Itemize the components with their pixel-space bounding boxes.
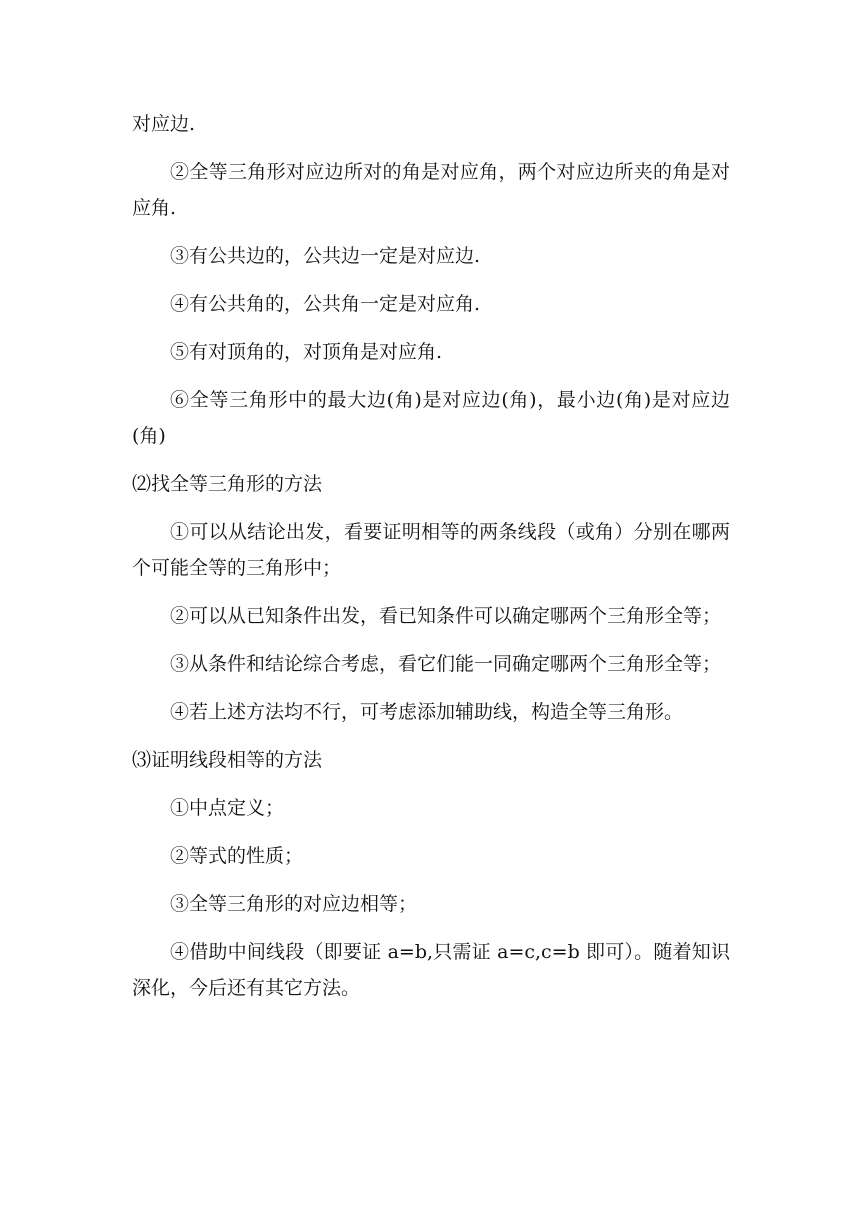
method-item-3: ③从条件和结论综合考虑，看它们能一同确定哪两个三角形全等； [170, 653, 722, 675]
proof-item-3: ③全等三角形的对应边相等； [170, 893, 418, 915]
section-heading-3: ⑶证明线段相等的方法 [132, 749, 323, 771]
paragraph-item-5: ⑤有对顶角的，对顶角是对应角. [170, 341, 443, 363]
paragraph-item-3: ③有公共边的，公共边一定是对应边. [170, 245, 481, 267]
proof-item-4: ④借助中间线段（即要证 a=b,只需证 a=c,c=b 即可）。随着知识深化，今后还有其它方法。 [132, 941, 730, 999]
proof-item-2: ②等式的性质； [170, 845, 304, 867]
paragraph-item-4: ④有公共角的，公共角一定是对应角. [170, 293, 481, 315]
paragraph-item-6: ⑥全等三角形中的最大边(角)是对应边(角)，最小边(角)是对应边(角) [132, 389, 730, 447]
document-body [132, 106, 730, 1018]
paragraph-item-2: ②全等三角形对应边所对的角是对应角，两个对应边所夹的角是对应角. [132, 161, 730, 219]
method-item-1: ①可以从结论出发，看要证明相等的两条线段（或角）分别在哪两个可能全等的三角形中； [132, 521, 730, 579]
method-item-4: ④若上述方法均不行，可考虑添加辅助线，构造全等三角形。 [170, 701, 684, 723]
method-item-2: ②可以从已知条件出发，看已知条件可以确定哪两个三角形全等； [170, 605, 722, 627]
paragraph-continuation: 对应边. [132, 113, 196, 135]
section-heading-2: ⑵找全等三角形的方法 [132, 473, 323, 495]
proof-item-1: ①中点定义； [170, 797, 285, 819]
